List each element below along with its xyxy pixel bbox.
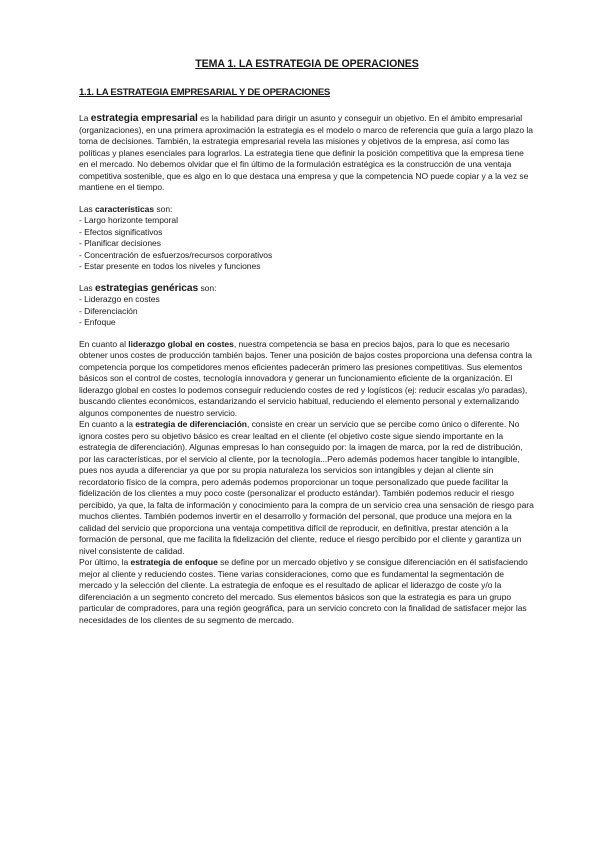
term-liderazgo-global: liderazgo global en costes (128, 338, 234, 349)
list-item: - Diferenciación (79, 306, 535, 318)
list-item: - Enfoque (79, 317, 535, 329)
genericas-heading: Las estrategias genéricas son: (79, 282, 217, 294)
list-item: - Estar presente en todos los niveles y funciones (79, 261, 535, 273)
term-caracteristicas: características (94, 203, 155, 214)
caracteristicas-list (79, 215, 535, 273)
term-estrategias-genericas: estrategias genéricas (94, 282, 199, 294)
paragraph-enfoque: Por último, la estrategia de enfoque se define por un mercado objetivo y se consigue diferenciación en él satisfaciendo mejor al cliente y reduciendo costes. Tiene varias consideraciones, como que es fundamental la segmentación de mercado y la selección del cliente. La estrategia de enfoque es el resultado de aplicar el liderazgo de coste y/o la diferenciación a un segmento concreto del mercado. Sus elementos básicos son que la estrategia es para un grupo particular de compradores, para una región geográfica, para un servicio concreto con la finalidad de satisfacer mejor las necesidades de los clientes de su segmento de mercado. (79, 557, 528, 625)
list-item: - Liderazgo en costes (79, 294, 535, 306)
genericas-list (79, 294, 535, 329)
section-title: 1.1. LA ESTRATEGIA EMPRESARIAL Y DE OPERACIONES (79, 87, 331, 98)
term-estrategia-diferenciacion: estrategia de diferenciación (135, 419, 247, 429)
term-estrategia-empresarial: estrategia empresarial (90, 113, 198, 124)
term-estrategia-enfoque: estrategia de enfoque (130, 557, 218, 567)
caracteristicas-heading: Las características son: (79, 203, 173, 214)
page-title: TEMA 1. LA ESTRATEGIA DE OPERACIONES (195, 58, 419, 70)
paragraph-diferenciacion: En cuanto a la estrategia de diferenciación, consiste en crear un servicio que se percibe como único o diferente. No ignora costes pero su objetivo básico es crear lealtad en el cliente (el objetivo coste sigue siendo importante en la estrategia de diferenciación). Algunas empresas lo han conseguido por: la imagen de marca, por la red de distribución, por las características, por el servicio al cliente, por la tecnología...Pero además podemos hacer tangible lo intangible, pues nos ayuda a diferenciar ya que por su propia naturaleza los servicios son intangibles y dejan al cliente sin recordatorio físico de la compra, pero además podemos proporcionar un toque personalizado que puede facilitar la fidelización de los clientes a muy poco coste (personalizar el producto estándar). También podemos reducir el riesgo percibido, ya que, la falta de información y conocimiento para la compra de un servicio crea una sensación de riesgo para muchos clientes. También podemos invertir en el desarrollo y formación del personal, que produce una mejora en la calidad del servicio que proporciona una ventaja competitiva difícil de reproducir, en definitiva, prestar atención a la formación de personal, que me facilita la fidelización del cliente, reduce el riesgo percibido por el cliente y garantiza un nivel consistente de calidad. (79, 419, 534, 556)
list-item: - Largo horizonte temporal (79, 215, 535, 227)
list-item: - Planificar decisiones (79, 238, 535, 250)
list-item: - Concentración de esfuerzos/recursos corporativos (79, 250, 535, 262)
paragraph-liderazgo-costes: En cuanto al liderazgo global en costes, nuestra competencia se basa en precios bajos, para lo que es necesario obtener unos costes de producción también bajos. Tener una posición de bajos costes proporciona una defensa contra la competencia porque los competidores menos eficientes padecerán primero las presiones competitivas. Sus elementos básicos son el control de costes, tecnología innovadora y generar un funcionamiento eficiente de la organización. El liderazgo global en costes lo podemos conseguir reduciendo costes de red y logísticos (ej: reducir escalas y/o paradas), buscando clientes económicos, estandarizando el servicio habitual, reduciendo el elemento personal y externalizando algunos componentes de nuestro servicio. (79, 338, 532, 418)
list-item: - Efectos significativos (79, 227, 535, 239)
paragraph-estrategia-empresarial: La estrategia empresarial es la habilidad para dirigir un asunto y conseguir un objetivo. En el ámbito empresarial (organizaciones), en una primera aproximación la estrategia es el modelo o marco de referencia que guía a largo plazo la toma de decisiones. También, la estrategia empresarial revela las misiones y objetivos de la empresa, así como las políticas y planes esenciales para lograrlos. La estrategia tiene que definir la posición competitiva que la empresa tiene en el mercado. No debemos olvidar que el fin último de la formulación estratégica es la construcción de una ventaja competitiva sostenible, que es algo en lo que destaca una empresa y que la competencia NO puede copiar y a la vez se mantiene en el tiempo. (79, 113, 533, 192)
